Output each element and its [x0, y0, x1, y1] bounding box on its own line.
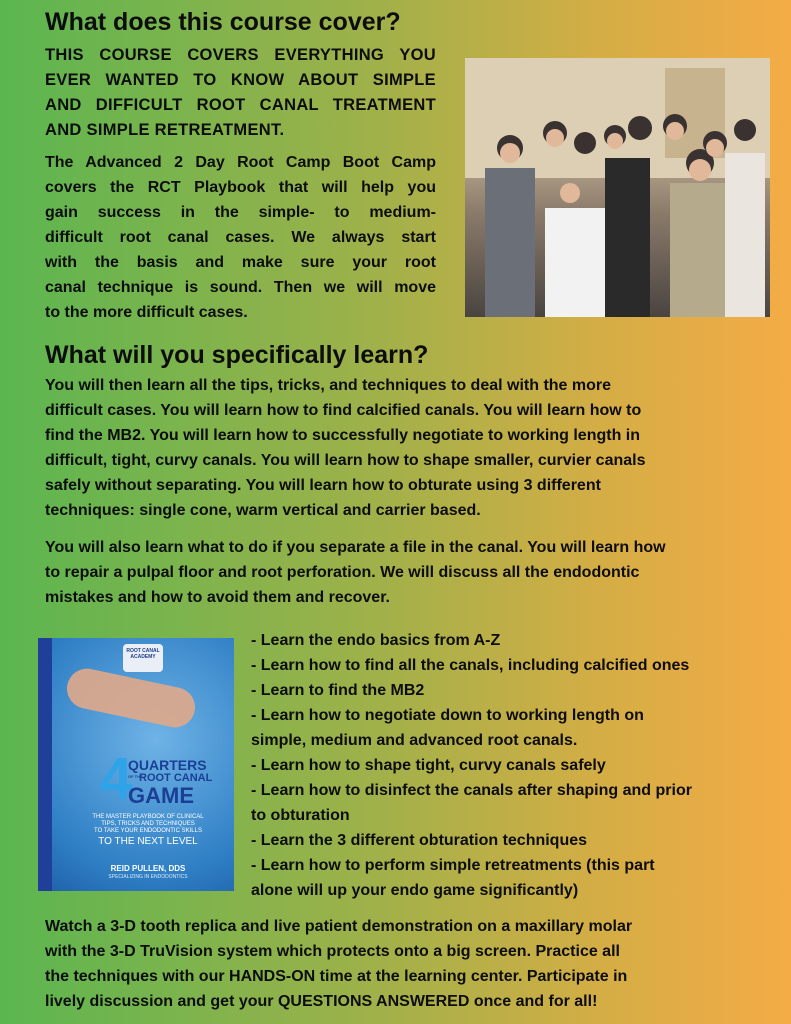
text-line: Watch a 3-D tooth replica and live patient demonstration on a maxillary molar — [45, 918, 633, 935]
text-line: gain success in the simple- to medium- — [45, 204, 436, 221]
book-subtitle-big: TO THE NEXT LEVEL — [98, 836, 198, 847]
text-line: simple, medium and advanced root canals. — [251, 732, 578, 749]
book-number: 4 — [100, 746, 133, 811]
section2-paragraph-1 — [45, 373, 775, 523]
book-title-3: GAME — [128, 783, 194, 808]
text-line: You will also learn what to do if you separate a file in the canal. You will learn how — [45, 539, 666, 556]
text-line: difficult cases. You will learn how to find calcified canals. You will learn how to — [45, 402, 642, 419]
book-subtitle — [68, 814, 228, 835]
text-line: the techniques with our HANDS-ON time at the learning center. Participate in — [45, 968, 628, 985]
text-line: - Learn how to disinfect the canals after shaping and prior — [251, 782, 692, 799]
section2-heading: What will you specifically learn? — [45, 341, 429, 369]
text-line: TIPS, TRICKS AND TECHNIQUES — [101, 821, 195, 827]
text-line: with the basis and make sure your root — [45, 254, 436, 271]
learning-bullets — [251, 628, 776, 903]
group-photo-illustration — [465, 58, 770, 317]
section2-paragraph-2 — [45, 535, 775, 610]
text-line: techniques: single cone, warm vertical and carrier based. — [45, 502, 481, 519]
section1-caps-text — [45, 43, 436, 143]
text-line: - Learn how to negotiate down to working length on — [251, 707, 644, 724]
text-line: AND SIMPLE RETREATMENT. — [45, 121, 285, 139]
text-line: alone will up your endo game significantly) — [251, 882, 579, 899]
group-photo — [465, 58, 770, 317]
book-cover — [38, 638, 234, 891]
text-line: canal technique is sound. Then we will move — [45, 279, 436, 296]
book-author-subtitle: SPECIALIZING IN ENDODONTICS — [108, 874, 188, 880]
text-line: to repair a pulpal floor and root perforation. We will discuss all the endodontic — [45, 564, 640, 581]
closing-paragraph — [45, 914, 775, 1014]
text-line: The Advanced 2 Day Root Camp Boot Camp — [45, 154, 436, 171]
text-line: THIS COURSE COVERS EVERYTHING YOU — [45, 46, 436, 64]
text-line: EVER WANTED TO KNOW ABOUT SIMPLE — [45, 71, 436, 89]
section1-paragraph — [45, 150, 436, 325]
text-line: safely without separating. You will learn how to obturate using 3 different — [45, 477, 601, 494]
text-line: THE MASTER PLAYBOOK OF CLINICAL — [92, 814, 204, 820]
text-line: with the 3-D TruVision system which protects onto a big screen. Practice all — [45, 943, 620, 960]
text-line: lively discussion and get your QUESTIONS ANSWERED once and for all! — [45, 993, 598, 1010]
text-line: to the more difficult cases. — [45, 304, 248, 321]
text-line: mistakes and how to avoid them and recover. — [45, 589, 390, 606]
text-line: - Learn the 3 different obturation techniques — [251, 832, 588, 849]
tooth-image — [63, 665, 198, 731]
text-line: - Learn the endo basics from A-Z — [251, 632, 501, 649]
text-line: covers the RCT Playbook that will help you — [45, 179, 436, 196]
text-line: You will then learn all the tips, tricks, and techniques to deal with the more — [45, 377, 612, 394]
book-of-the: OF THE — [128, 774, 143, 779]
book-spine — [38, 638, 52, 891]
text-line: to obturation — [251, 807, 350, 824]
text-line: TO TAKE YOUR ENDODONTIC SKILLS — [94, 828, 202, 834]
text-line: - Learn how to shape tight, curvy canals safely — [251, 757, 606, 774]
text-line: difficult, tight, curvy canals. You will learn how to shape smaller, curvier canals — [45, 452, 646, 469]
text-line: difficult root canal cases. We always start — [45, 229, 436, 246]
text-line: - Learn how to perform simple retreatments (this part — [251, 857, 655, 874]
book-logo: ROOT CANAL ACADEMY — [123, 644, 163, 672]
book-author: REID PULLEN, DDS — [110, 864, 186, 873]
book-title-2: ROOT CANAL — [139, 772, 213, 784]
text-line: - Learn to find the MB2 — [251, 682, 425, 699]
text-line: AND DIFFICULT ROOT CANAL TREATMENT — [45, 96, 436, 114]
text-line: - Learn how to find all the canals, including calcified ones — [251, 657, 690, 674]
book-title-1: QUARTERS — [128, 757, 207, 773]
text-line: find the MB2. You will learn how to successfully negotiate to working length in — [45, 427, 641, 444]
section1-heading: What does this course cover? — [45, 8, 401, 36]
